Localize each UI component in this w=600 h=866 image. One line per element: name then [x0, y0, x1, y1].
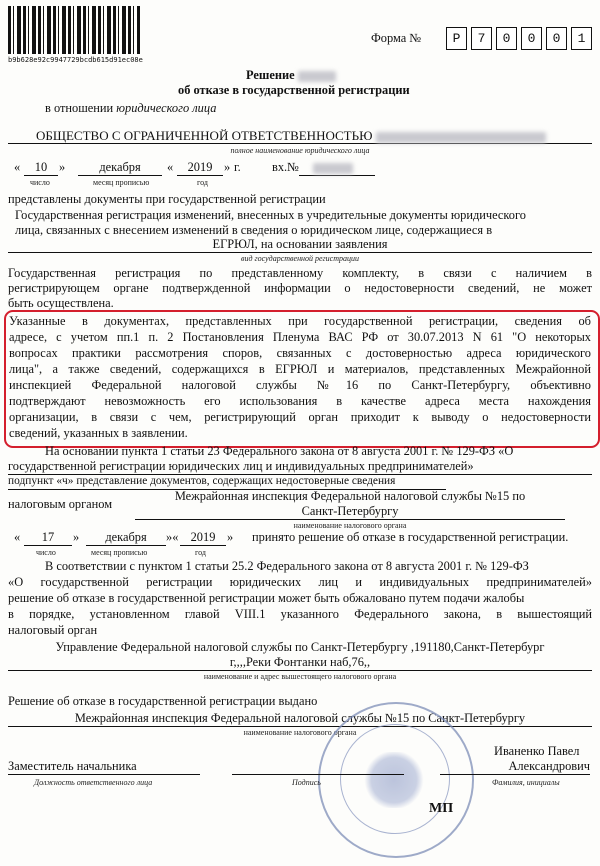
appeal-line2: «О государственной регистрации юридических лиц и индивидуальных предпринимателей»: [8, 575, 592, 589]
name-line1: Иваненко Павел: [494, 744, 580, 758]
authority-caption: наименование налогового органа: [293, 521, 407, 530]
title-line2: об отказе в государственной регистрации: [178, 83, 410, 97]
basis-line2: государственной регистрации юридических лиц и индивидуальных предпринимателей»: [8, 459, 592, 475]
signature-line: [232, 774, 404, 775]
docs-line3: ЕГРЮЛ, на основании заявления: [8, 237, 592, 253]
name-line2: Александрович: [440, 759, 590, 775]
position-value: Заместитель начальника: [8, 759, 200, 775]
issued-caption: наименование налогового органа: [243, 728, 357, 737]
date1-in-no: вх.№: [272, 160, 375, 176]
signature-caption: Подпись: [292, 778, 321, 787]
authority-label: налоговым органом: [8, 497, 113, 511]
date2-month: декабря: [86, 530, 166, 546]
highlight-line: вопросах практики рассмотрения споров, связанных с достоверностью адреса юридического: [9, 346, 591, 360]
date2-day: 17: [24, 530, 72, 546]
title-line3: в отношении юридического лица: [45, 101, 217, 115]
date1-cap-month: месяц прописью: [93, 178, 150, 187]
title-line1: Решение: [246, 68, 336, 83]
form-code-box: 1: [571, 27, 592, 50]
issued-value: Межрайонная инспекция Федеральной налоговой службы №15 по Санкт-Петербургу: [8, 711, 592, 727]
highlight-line: инспекцией Федеральной налоговой службы №16 по Санкт-Петербургу, объективно: [9, 378, 591, 392]
date1-day: 10: [24, 160, 58, 176]
date2-year: 2019: [180, 530, 226, 546]
appeal-line5: налоговый орган: [8, 623, 98, 637]
company-name: ОБЩЕСТВО С ОГРАНИЧЕННОЙ ОТВЕТСТВЕННОСТЬЮ: [8, 128, 592, 144]
highlight-line: адресе, с учетом пп.1 п. 2 Постановления Пленума ВАС РФ от 30.07.2013 N 61 "О некоторых: [9, 330, 591, 344]
barcode: [8, 6, 140, 54]
form-code-box: 7: [471, 27, 492, 50]
date1-cap-year: год: [197, 178, 208, 187]
reason-line2: регистрирующем органе подтвержденной информации о недостоверности сведений, не может: [8, 281, 592, 295]
name-caption: Фамилия, инициалы: [492, 778, 560, 787]
date1-year-quote-open: «: [167, 160, 174, 174]
date1-close-quote: »: [59, 160, 66, 174]
authority-line1: Межрайонная инспекция Федеральной налоговой службы №15 по: [174, 489, 526, 503]
appeal-line3: решение об отказе в государственной регистрации может быть обжаловано путем подачи жалобы: [8, 591, 525, 605]
form-code-box: Р: [446, 27, 467, 50]
date2-tail: принято решение об отказе в государственной регистрации.: [252, 530, 569, 544]
date2-cap-year: год: [195, 548, 206, 557]
superior-caption: наименование и адрес вышестоящего налогового органа: [203, 672, 397, 681]
form-code-box: 0: [546, 27, 567, 50]
mp-label: МП: [429, 801, 454, 816]
basis-line1: На основании пункта 1 статьи 23 Федерального закона от 8 августа 2001 г. № 129-ФЗ «О: [45, 444, 514, 458]
docs-line2: лица, связанных с внесением изменений в сведения о юридическом лице, содержащиеся в: [15, 223, 493, 237]
date1-open-quote: «: [14, 160, 21, 174]
docs-line1: Государственная регистрация изменений, внесенных в учредительные документы юридического: [15, 208, 526, 222]
highlight-line: организации, в связи с чем, регистрирующий орган приходит к выводу о недостоверности: [9, 410, 591, 424]
highlight-line: подтверждают невозможность его использования в качестве адреса места нахождения: [9, 394, 591, 408]
date2-year-quote-close: »: [227, 530, 234, 544]
date1-cap-day: число: [30, 178, 50, 187]
superior-line1: Управление Федеральной налоговой службы по Санкт-Петербургу ,191180,Санкт-Петербург: [55, 640, 545, 654]
docs-intro: представлены документы при государственной регистрации: [8, 192, 326, 206]
date1-year-quote-close: »: [224, 160, 231, 174]
issued-label: Решение об отказе в государственной регистрации выдано: [8, 694, 318, 708]
reason-line3: быть осуществлена.: [8, 296, 114, 310]
position-caption: Должность ответственного лица: [34, 778, 153, 787]
date1-year: 2019: [177, 160, 223, 176]
reason-line1: Государственная регистрация по представленному комплекту, в связи с наличием в: [8, 266, 592, 280]
highlight-line: Указанные в документах, представленных при государственной регистрации, сведения об: [9, 314, 591, 328]
form-label: Форма №: [371, 31, 422, 45]
form-code-box: 0: [496, 27, 517, 50]
eagle-emblem-icon: [364, 752, 424, 808]
superior-line2: г,,,,Реки Фонтанки наб,76,,: [8, 655, 592, 671]
official-seal: [318, 702, 474, 858]
basis-line3: подпункт «ч» представление документов, содержащих недостоверные сведения: [8, 474, 446, 490]
appeal-line1: В соответствии с пунктом 1 статьи 25.2 Федерального закона от 8 августа 2001 г. № 129-ФЗ: [45, 559, 529, 573]
appeal-line4: в порядке, установленном главой VIII.1 указанного Федерального закона, в вышестоящий: [8, 607, 592, 621]
date2-cap-month: месяц прописью: [91, 548, 148, 557]
authority-line2: Санкт-Петербургу: [135, 504, 565, 520]
barcode-text: b9b628e92c9947729bcdb615d91ec08e: [8, 56, 143, 64]
date2-open-quote: «: [14, 530, 21, 544]
highlight-last: сведений, указанных в заявлении.: [9, 426, 188, 440]
highlight-line: лица", а также сведений, содержащихся в ЕГРЮЛ и материалов, представленных Межрайонной: [9, 362, 591, 376]
form-code-box: 0: [521, 27, 542, 50]
company-caption: полное наименование юридического лица: [230, 146, 370, 155]
date2-cap-day: число: [36, 548, 56, 557]
date2-close-quote: »: [73, 530, 80, 544]
date1-suffix: г.: [234, 160, 241, 174]
docs-caption: вид государственной регистрации: [241, 254, 359, 263]
date2-year-quote-open: »«: [166, 530, 179, 544]
date1-month: декабря: [78, 160, 162, 176]
